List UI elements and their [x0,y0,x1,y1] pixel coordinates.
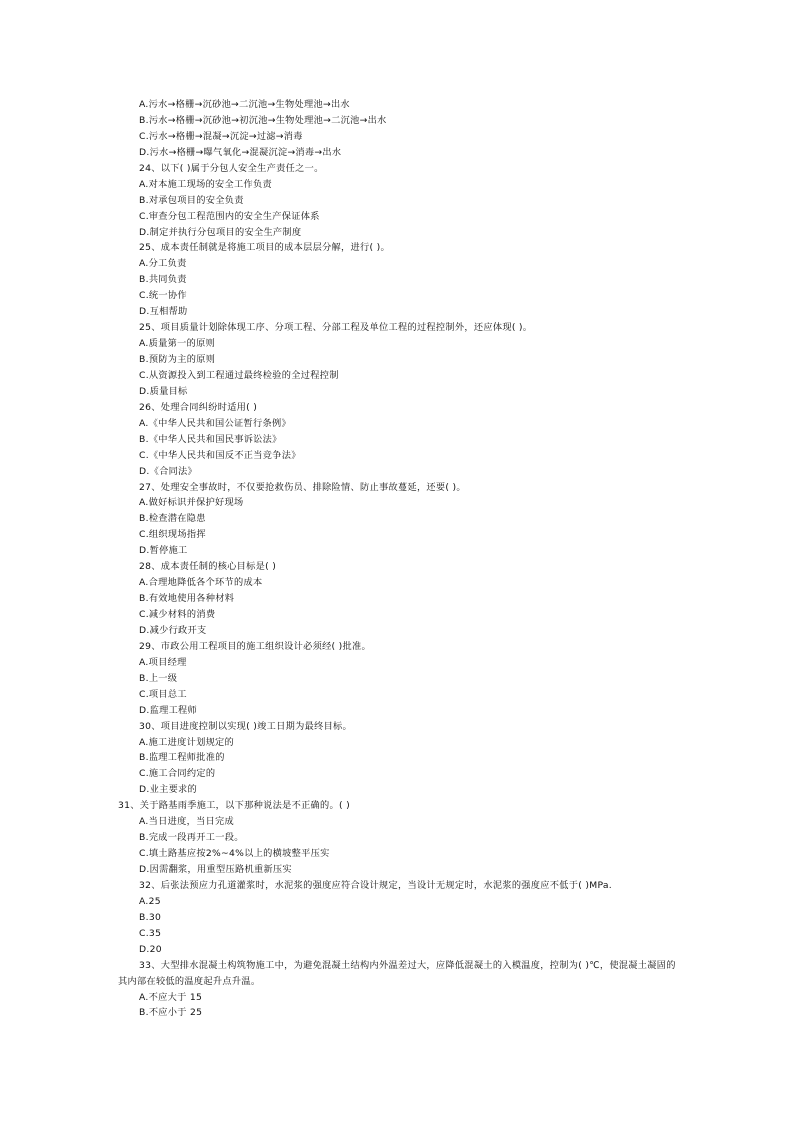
text-line: B.检查潜在隐患 [139,513,206,525]
text-line: C.审查分包工程范围内的安全生产保证体系 [139,210,320,222]
text-line: A.对本施工现场的安全工作负责 [139,178,272,190]
text-line: D.减少行政开支 [139,624,207,636]
text-line: D.污水→格栅→曝气氧化→混凝沉淀→消毒→出水 [139,146,342,158]
text-line: C.35 [139,927,162,939]
text-line: D.监理工程师 [139,704,198,716]
text-line: A.当日进度，当日完成 [139,816,235,828]
text-line: B.对承包项目的安全负责 [139,194,244,206]
text-line: B.污水→格栅→沉砂池→初沉池→生物处理池→二沉池→出水 [139,114,387,126]
text-line: C.填土路基应按2%~4%以上的横坡整平压实 [139,848,330,860]
question-28: 28、成本责任制的核心目标是( ) [139,561,277,573]
text-line: C.从资源投入到工程通过最终检验的全过程控制 [139,369,339,381]
text-line: B.有效地使用各种材料 [139,593,235,605]
text-line: B.预防为主的原则 [139,354,216,365]
question-29: 29、市政公用工程项目的施工组织设计必须经( )批准。 [139,640,372,652]
text-line: C.组织现场指挥 [139,529,206,541]
text-line: A.分工负责 [139,258,187,270]
question-25b: 25、项目质量计划除体现工序、分项工程、分部工程及单位工程的过程控制外，还应体现( )。 [139,322,533,334]
text-line: A.质量第一的原则 [139,338,216,350]
text-line: B.共同负责 [139,274,187,286]
text-line: C.《中华人民共和国反不正当竞争法》 [139,449,301,461]
text-line: A.做好标识并保护好现场 [139,497,244,509]
text-line: D.互相帮助 [139,306,188,318]
text-line: A.不应大于 15 [139,991,203,1003]
text-line: B.30 [139,911,162,923]
text-line: A.污水→格栅→沉砂池→二沉池→生物处理池→出水 [139,99,350,110]
text-line: C.施工合同约定的 [139,768,216,780]
question-26: 26、处理合同纠纷时适用( ) [139,401,258,413]
text-line: D.业主要求的 [139,784,198,796]
question-list [118,97,678,1021]
text-line: C.项目总工 [139,688,187,700]
text-line: B.完成一段再开工一段。 [139,832,244,844]
text-line: C.统一协作 [139,290,187,302]
text-line: B.《中华人民共和国民事诉讼法》 [139,433,282,445]
text-line: B.监理工程师批准的 [139,752,225,764]
text-line: A.合理地降低各个环节的成本 [139,577,263,589]
text-line: A.25 [139,895,161,907]
question-33: 33、大型排水混凝土构筑物施工中，为避免混凝土结构内外温差过大，应降低混凝土的入模温度，控制为( )℃，使混凝土凝固的其内部在较低的温度起升点升温。 [118,959,676,987]
text-line: A.施工进度计划规定的 [139,736,235,748]
text-line: D.因需翻浆，用重型压路机重新压实 [139,864,292,875]
text-line: B.不应小于 25 [139,1007,203,1019]
text-line: B.上一级 [139,672,178,684]
text-line: D.暂停施工 [139,545,188,557]
text-line: D.制定并执行分包项目的安全生产制度 [139,226,302,238]
question-27: 27、处理安全事故时，不仅要抢救伤员、排除险情、防止事故蔓延，还要( )。 [139,481,466,493]
text-line: D.20 [139,943,162,955]
text-line: A.《中华人民共和国公证暂行条例》 [139,417,291,429]
text-line: D.质量目标 [139,385,188,397]
question-32: 32、后张法预应力孔道灌浆时，水泥浆的强度应符合设计规定，当设计无规定时，水泥浆的强度应不低于( )MPa. [139,879,613,891]
question-30: 30、项目进度控制以实现( )竣工日期为最终目标。 [139,720,353,732]
text-line: C.污水→格栅→混凝→沉淀→过滤→消毒 [139,130,303,142]
text-line: D.《合同法》 [139,465,198,477]
text-line: A.项目经理 [139,656,187,668]
question-31: 31、关于路基雨季施工，以下那种说法是不正确的。( ) [118,800,351,812]
question-25a: 25、成本责任制就是将施工项目的成本层层分解，进行( )。 [139,242,390,254]
question-24: 24、以下( )属于分包人安全生产责任之一。 [139,162,324,174]
text-line: C.减少材料的消费 [139,609,216,620]
